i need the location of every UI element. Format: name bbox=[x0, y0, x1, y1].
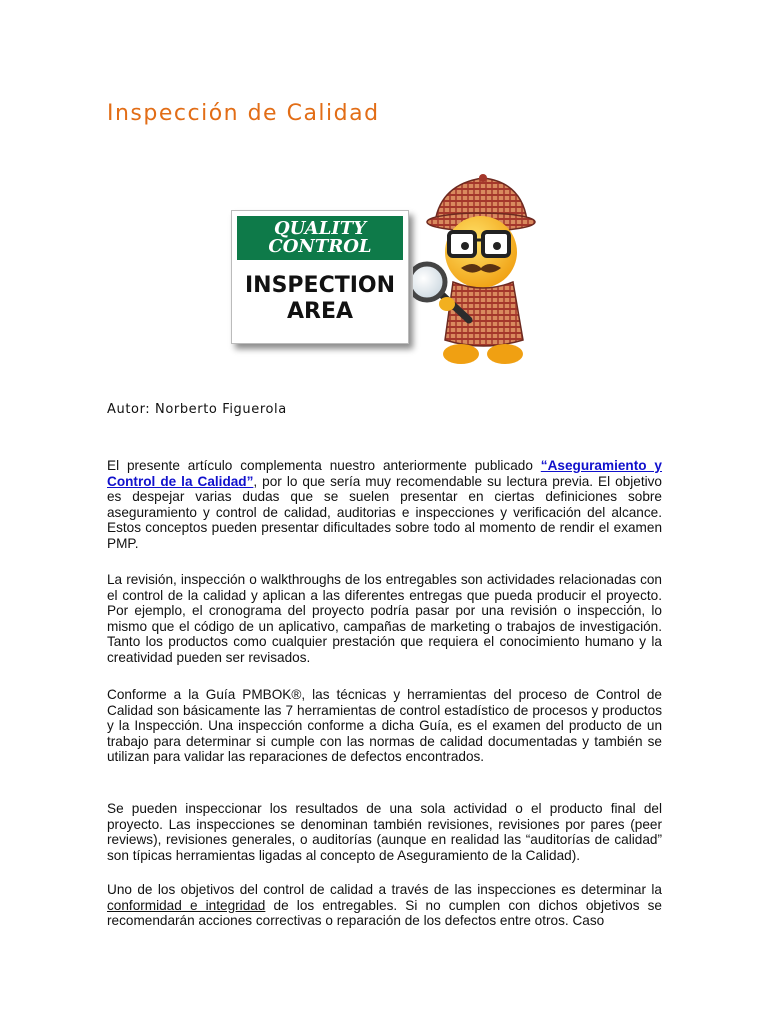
sign-body-line-2: AREA bbox=[286, 299, 354, 324]
inspection-sign bbox=[231, 210, 409, 344]
sign-header bbox=[237, 216, 403, 260]
quality-control-illustration bbox=[228, 170, 548, 370]
paragraph-1-text-end: , por lo que sería muy recomendable su lectura previa. El objetivo es despejar varias dudas que se suelen presentar en ciertas definiciones sobre aseguramiento y control de calidad, auditorias e inspecciones y verificación del alcance. Estos conceptos pueden presentar dificultades sobre todo al momento de rendir el examen PMP. bbox=[107, 473, 662, 551]
paragraph-2: La revisión, inspección o walkthroughs de los entregables son actividades relacionadas con el control de la calidad y aplican a las diferentes entregas que pueda producir el proyecto. Por ejemplo, el cronograma del proyecto podría pasar por una revisión o inspección, lo mismo que el código de un aplicativo, campañas de marketing o trabajos de investigación. Tanto los productos como cualquier prestación que requiera el conocimiento humano y la creatividad pueden ser revisados. bbox=[107, 572, 662, 665]
paragraph-1 bbox=[107, 458, 662, 552]
document-title: Inspección de Calidad bbox=[107, 101, 380, 126]
article-link[interactable]: “Aseguramiento y Control de la Calidad” bbox=[107, 458, 662, 489]
detective-mascot-icon bbox=[413, 170, 548, 370]
paragraph-5-text-end: de los entregables. Si no cumplen con dichos objetivos se recomendarán acciones correctivas o reparación de los defectos entre otros. Caso bbox=[107, 897, 662, 929]
sign-body bbox=[237, 273, 403, 325]
sign-body-line-1: INSPECTION bbox=[244, 273, 396, 298]
paragraph-3: Conforme a la Guía PMBOK®, las técnicas y herramientas del proceso de Control de Calidad son básicamente las 7 herramientas de control estadístico de procesos y productos y la Inspección. Una inspección conforme a dicha Guía, es el examen del producto de un trabajo para determinar si cumple con las normas de calidad documentadas y también se utilizan para validar las reparaciones de defectos encontrados. bbox=[107, 687, 662, 765]
sign-header-line-2: CONTROL bbox=[268, 236, 372, 257]
paragraph-5-text-start: Uno de los objetivos del control de calidad a través de las inspecciones es determinar la bbox=[107, 882, 662, 897]
paragraph-1-text-start: El presente artículo complementa nuestro anteriormente publicado bbox=[107, 458, 541, 473]
paragraph-4: Se pueden inspeccionar los resultados de una sola actividad o el producto final del proyecto. Las inspecciones se denominan también revisiones, revisiones por pares (peer reviews), revisiones generales, o auditorías (aunque en realidad las “auditorías de calidad” son típicas herramientas ligadas al concepto de Aseguramiento de la Calidad). bbox=[107, 801, 662, 863]
author-line: Autor: Norberto Figuerola bbox=[107, 402, 287, 417]
underlined-phrase: conformidad e integridad bbox=[107, 897, 266, 913]
paragraph-5 bbox=[107, 882, 662, 929]
sign-header-line-1: QUALITY bbox=[273, 218, 367, 239]
